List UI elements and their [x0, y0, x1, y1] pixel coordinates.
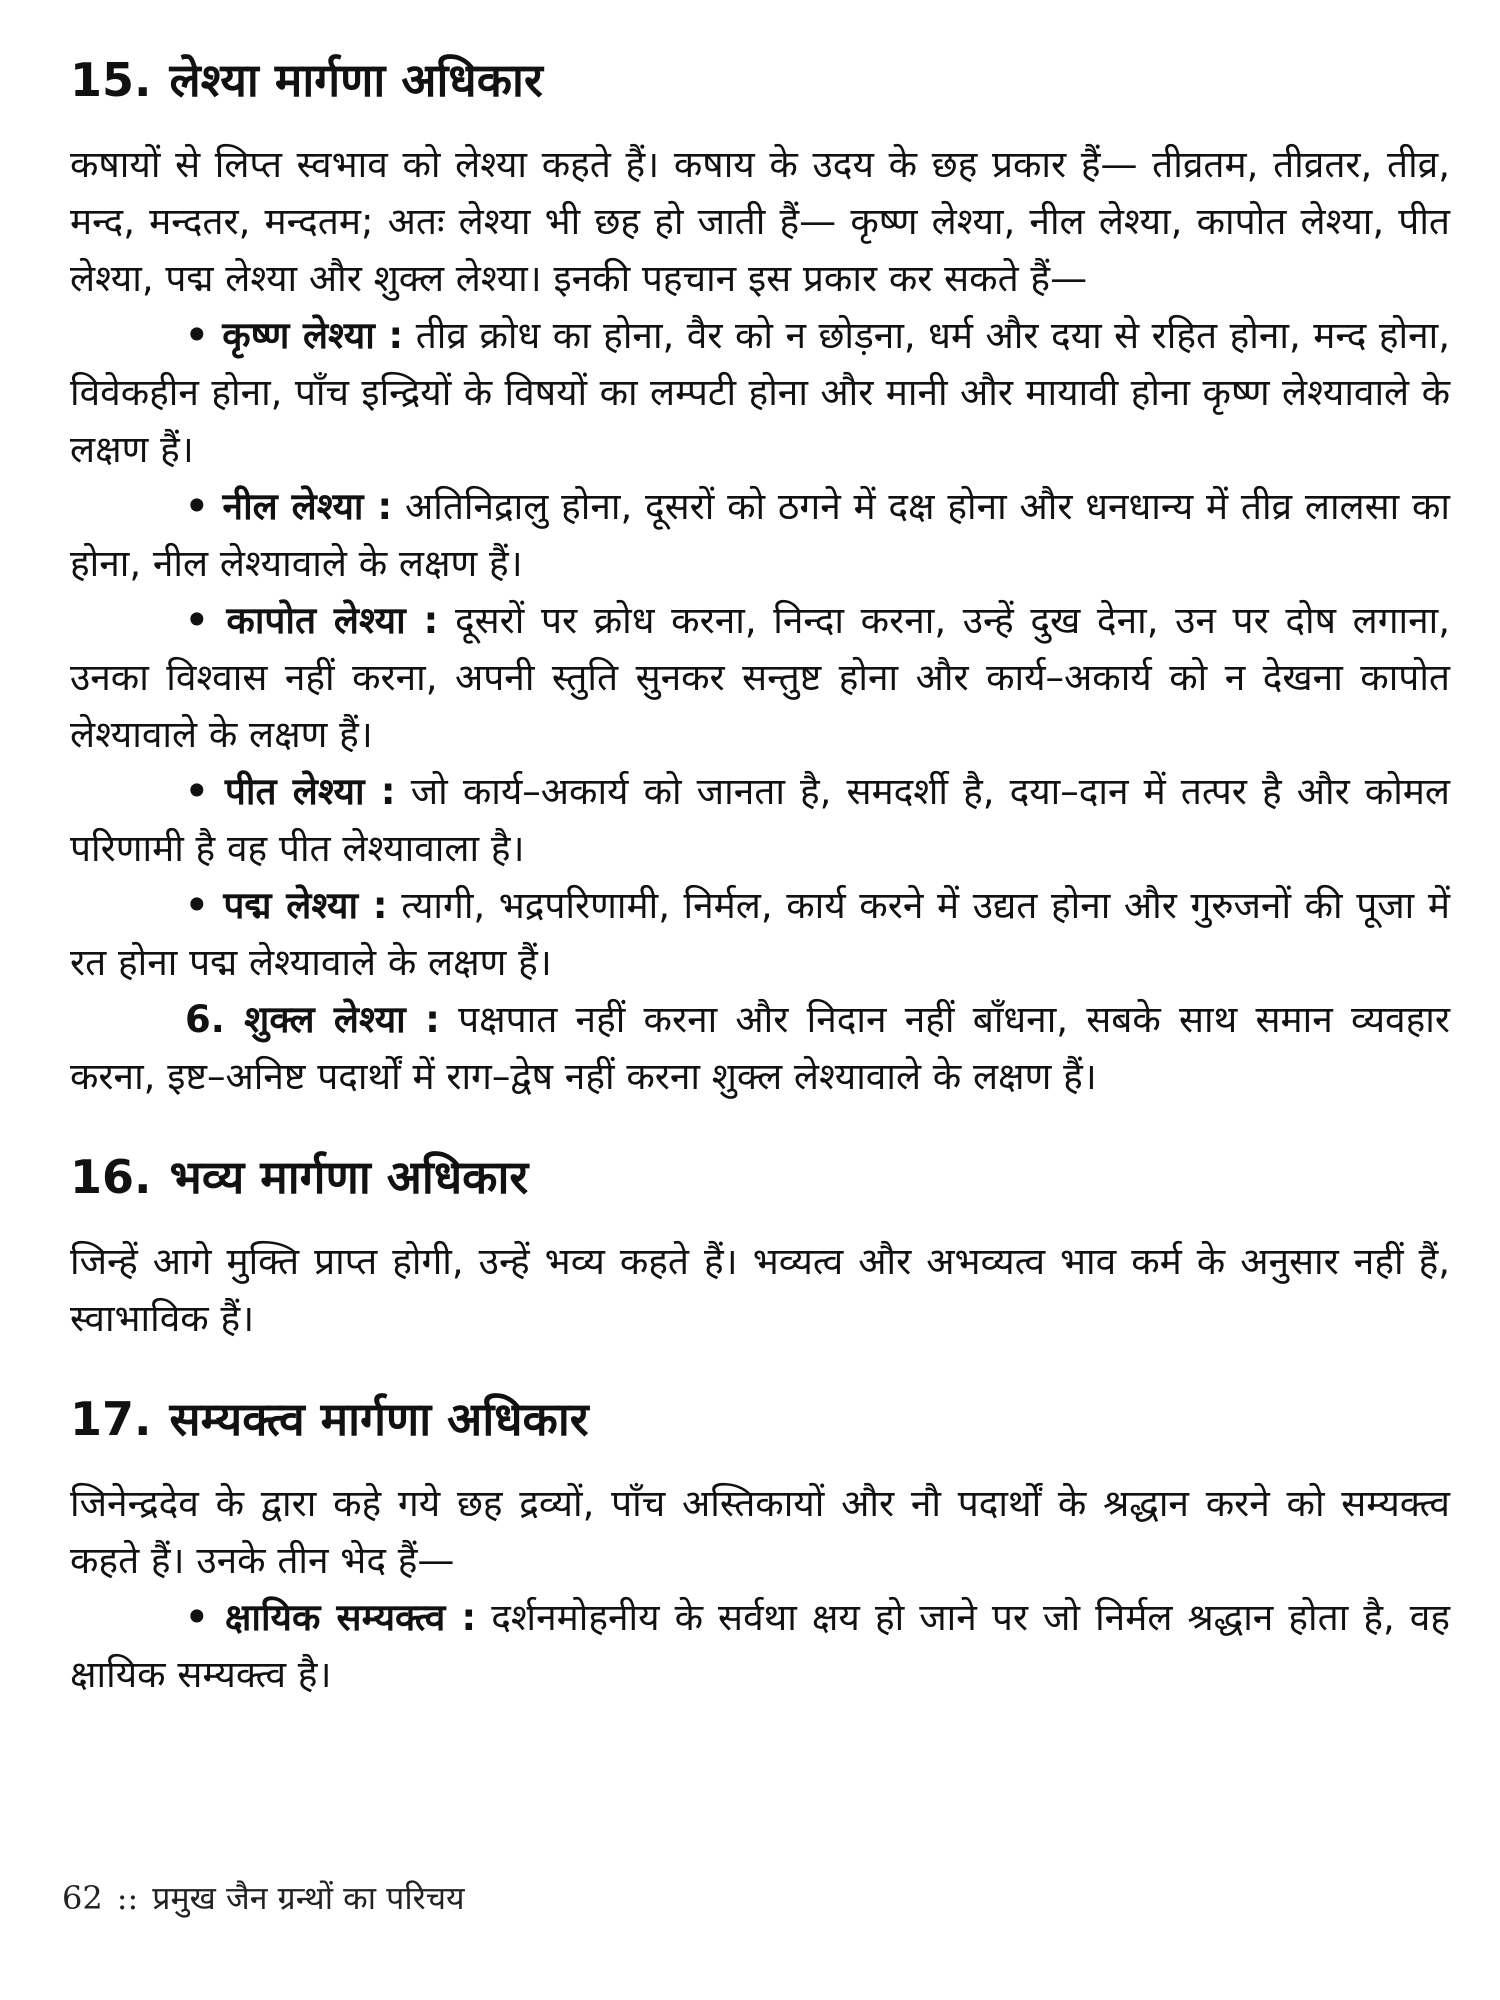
- section-leshya: [70, 50, 1450, 1105]
- section-number: 17.: [70, 1392, 152, 1446]
- footer-separator: ::: [116, 1879, 139, 1917]
- section-intro: जिनेन्द्रदेव के द्वारा कहे गये छह द्रव्यों, पाँच अस्तिकायों और नौ पदार्थों के श्रद्धान करने को सम्यक्त्व कहते हैं। उनके तीन भेद हैं—: [70, 1482, 1450, 1582]
- item-marker: •: [185, 770, 209, 813]
- item-text: अतिनिद्रालु होना, दूसरों को ठगने में दक्ष होना और धनधान्य में तीव्र लालसा का होना, नील लेश्यावाले के लक्षण हैं।: [70, 485, 1451, 585]
- section-intro: कषायों से लिप्त स्वभाव को लेश्या कहते हैं। कषाय के उदय के छह प्रकार हैं— तीव्रतम, तीव्रतर, तीव्र, मन्द, मन्दतर, मन्दतम; अतः लेश्या भी छह हो जाती हैं— कृष्ण लेश्या, नील लेश्या, कापोत लेश्या, पीत लेश्या, पद्म लेश्या और शुक्ल लेश्या। इनकी पहचान इस प्रकार कर सकते हैं—: [70, 143, 1450, 300]
- list-item: [70, 307, 1450, 478]
- section-heading: [70, 50, 1450, 110]
- item-term: क्षायिक सम्यक्त्व :: [224, 1596, 477, 1639]
- item-marker: 6.: [185, 998, 225, 1041]
- section-intro: जिन्हें आगे मुक्ति प्राप्त होगी, उन्हें भव्य कहते हैं। भव्यत्व और अभव्यत्व भाव कर्म के अनुसार नहीं हैं, स्वाभाविक हैं।: [70, 1240, 1450, 1340]
- item-marker: •: [185, 314, 209, 357]
- list-item: [70, 877, 1450, 991]
- item-marker: •: [185, 599, 209, 642]
- section-title: लेश्या मार्गणा अधिकार: [169, 53, 543, 107]
- item-term: पीत लेश्या :: [224, 770, 396, 813]
- list-item: [70, 478, 1450, 592]
- list-item: [70, 592, 1450, 763]
- list-item: [70, 763, 1450, 877]
- list-item: [70, 1589, 1450, 1703]
- page-footer: [62, 1878, 465, 1918]
- item-term: कृष्ण लेश्या :: [222, 314, 404, 357]
- item-term: कापोत लेश्या :: [226, 599, 439, 642]
- section-title: सम्यक्त्व मार्गणा अधिकार: [169, 1392, 589, 1446]
- section-heading: [70, 1147, 1450, 1207]
- section-number: 16.: [70, 1150, 152, 1204]
- item-term: नील लेश्या :: [222, 485, 393, 528]
- item-text: जो कार्य–अकार्य को जानता है, समदर्शी है, दया–दान में तत्पर है और कोमल परिणामी है वह पीत लेश्यावाला है।: [70, 770, 1450, 870]
- section-title: भव्य मार्गणा अधिकार: [169, 1150, 529, 1204]
- section-bhavya: [70, 1147, 1450, 1347]
- item-text: तीव्र क्रोध का होना, वैर को न छोड़ना, धर्म और दया से रहित होना, मन्द होना, विवेकहीन होना, पाँच इन्द्रियों के विषयों का लम्पटी होना और मानी और मायावी होना कृष्ण लेश्यावाले के लक्षण हैं।: [70, 314, 1451, 471]
- item-marker: •: [185, 1596, 209, 1639]
- item-marker: •: [185, 485, 209, 528]
- section-samyaktva: [70, 1389, 1450, 1703]
- book-title: प्रमुख जैन ग्रन्थों का परिचय: [152, 1879, 465, 1917]
- page-content: [70, 50, 1450, 1745]
- item-term: पद्म लेश्या :: [223, 884, 388, 927]
- item-text: पक्षपात नहीं करना और निदान नहीं बाँधना, सबके साथ समान व्यवहार करना, इष्ट–अनिष्ट पदार्थों में राग–द्वेष नहीं करना शुक्ल लेश्यावाले के लक्षण हैं।: [70, 998, 1450, 1098]
- page-number: 62: [62, 1879, 103, 1917]
- item-text: त्यागी, भद्रपरिणामी, निर्मल, कार्य करने में उद्यत होना और गुरुजनों की पूजा में रत होना पद्म लेश्यावाले के लक्षण हैं।: [70, 884, 1450, 984]
- item-marker: •: [185, 884, 209, 927]
- section-number: 15.: [70, 53, 152, 107]
- item-text: दूसरों पर क्रोध करना, निन्दा करना, उन्हें दुख देना, उन पर दोष लगाना, उनका विश्वास नहीं करना, अपनी स्तुति सुनकर सन्तुष्ट होना और कार्य–अकार्य को न देखना कापोत लेश्यावाले के लक्षण हैं।: [70, 599, 1450, 756]
- item-text: दर्शनमोहनीय के सर्वथा क्षय हो जाने पर जो निर्मल श्रद्धान होता है, वह क्षायिक सम्यक्त्व है।: [70, 1596, 1450, 1696]
- item-term: शुक्ल लेश्या :: [244, 998, 440, 1041]
- section-heading: [70, 1389, 1450, 1449]
- list-item: [70, 991, 1450, 1105]
